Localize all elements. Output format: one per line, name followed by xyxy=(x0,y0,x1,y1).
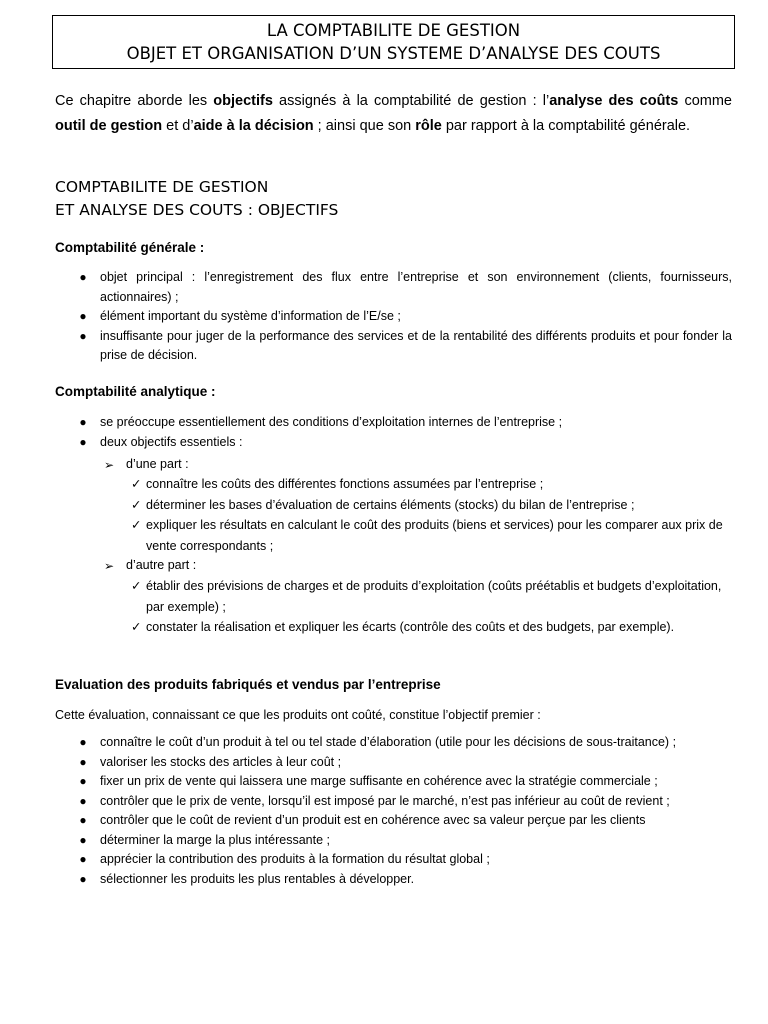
intro-text: par rapport à la comptabilité générale. xyxy=(441,117,691,134)
list-item: ● apprécier la contribution des produits à la formation du résultat global ; xyxy=(0,850,732,870)
generale-list xyxy=(0,268,732,366)
evaluation-lead: Cette évaluation, connaissant ce que les produits ont coûté, constitue l’objectif premier : xyxy=(55,708,541,722)
analytique-list xyxy=(0,413,732,452)
bullet-dot-icon: ● xyxy=(79,754,87,769)
bullet-dot-icon: ● xyxy=(79,813,87,827)
list-item: ● valoriser les stocks des articles à leur coût ; xyxy=(0,753,732,773)
bullet-dot-icon: ● xyxy=(79,270,87,284)
check-mark-icon: ✓ xyxy=(131,497,142,512)
section-heading-line: COMPTABILITE DE GESTION xyxy=(55,178,269,196)
section-heading-line: ET ANALYSE DES COUTS : OBJECTIFS xyxy=(55,201,339,219)
intro-text: ; ainsi que son xyxy=(313,117,416,134)
list-item: ● deux objectifs essentiels : xyxy=(0,433,732,453)
bullet-dot-icon: ● xyxy=(79,852,87,866)
intro-bold: outil de gestion xyxy=(55,117,163,134)
intro-bold: aide à la décision xyxy=(193,117,314,134)
document-subtitle: OBJET ET ORGANISATION D’UN SYSTEME D’ANALYSE DES COUTS xyxy=(126,44,661,63)
part2-list xyxy=(0,576,732,638)
list-item: ● sélectionner les produits les plus rentables à développer. xyxy=(0,870,732,890)
list-item: ● contrôler que le prix de vente, lorsqu’il est imposé par le marché, n’est pas inférieur au coût de revient ; xyxy=(0,792,732,812)
list-item: ● fixer un prix de vente qui laissera une marge suffisante en cohérence avec la stratégie commerciale ; xyxy=(0,772,732,792)
subheading-generale: Comptabilité générale : xyxy=(55,240,205,255)
subheading-evaluation: Evaluation des produits fabriqués et vendus par l’entreprise xyxy=(55,677,441,692)
intro-text: assignés à la comptabilité de gestion : l’ xyxy=(272,93,550,109)
intro-paragraph xyxy=(55,89,732,138)
list-item: ● élément important du système d’information de l’E/se ; xyxy=(0,307,732,327)
intro-text: Ce chapitre aborde les xyxy=(55,93,214,109)
subheading-analytique: Comptabilité analytique : xyxy=(55,384,216,399)
bullet-dot-icon: ● xyxy=(79,309,87,323)
check-mark-icon: ✓ xyxy=(131,518,142,532)
arrow-pointer-icon: ➢ xyxy=(104,559,115,573)
bullet-dot-icon: ● xyxy=(79,774,87,788)
check-mark-icon: ✓ xyxy=(131,620,142,634)
intro-bold: objectifs xyxy=(213,93,273,109)
title-box xyxy=(52,15,735,69)
list-item: ✓ expliquer les résultats en calculant le coût des produits (biens et services) pour les comparer aux prix de vente correspondants ; xyxy=(0,515,732,556)
intro-text: comme xyxy=(678,93,732,109)
list-item: ● se préoccupe essentiellement des conditions d’exploitation internes de l’entreprise ; xyxy=(0,413,732,433)
list-item: ● insuffisante pour juger de la performance des services et de la rentabilité des différents produits et pour fonder la prise de décision. xyxy=(79,328,732,362)
document-title: LA COMPTABILITE DE GESTION xyxy=(266,21,521,40)
list-item: ● connaître le coût d’un produit à tel ou tel stade d’élaboration (utile pour les décisions de sous-traitance) ; xyxy=(0,733,732,753)
list-item: ● déterminer la marge la plus intéressante ; xyxy=(0,831,732,851)
intro-bold: rôle xyxy=(415,117,442,134)
list-item: ✓ établir des prévisions de charges et de produits d’exploitation (coûts préétablis et budgets d’exploitation, par exemple) ; xyxy=(0,576,732,617)
arrow-pointer-icon: ➢ xyxy=(104,458,115,472)
intro-text: et d’ xyxy=(162,117,194,134)
bullet-dot-icon: ● xyxy=(79,434,87,449)
part1-list xyxy=(0,474,732,556)
list-item: ✓ déterminer les bases d’évaluation de certains éléments (stocks) du bilan de l’entreprise ; xyxy=(0,495,732,516)
bullet-dot-icon: ● xyxy=(79,328,87,343)
bullet-dot-icon: ● xyxy=(79,793,87,808)
list-item: ● contrôler que le coût de revient d’un produit est en cohérence avec sa valeur perçue par les clients xyxy=(0,811,732,831)
intro-bold: analyse des coûts xyxy=(549,93,679,109)
list-item: ● objet principal : l’enregistrement des flux entre l’entreprise et son environnement (clients, fournisseurs, actionnaires) ; xyxy=(79,270,732,304)
list-item: ✓ connaître les coûts des différentes fonctions assumées par l’entreprise ; xyxy=(0,474,732,495)
bullet-dot-icon: ● xyxy=(79,832,87,847)
list-item: ✓ constater la réalisation et expliquer les écarts (contrôle des coûts et des budgets, par exemple). xyxy=(0,617,732,638)
evaluation-list xyxy=(0,733,732,889)
bullet-dot-icon: ● xyxy=(79,871,87,886)
bullet-dot-icon: ● xyxy=(79,415,87,429)
check-mark-icon: ✓ xyxy=(131,477,142,491)
check-mark-icon: ✓ xyxy=(131,579,142,593)
section-heading xyxy=(55,176,338,222)
document-page: LA COMPTABILITE DE GESTION OBJET ET ORGANISATION D’UN SYSTEME D’ANALYSE DES COUTS Ce chapitre aborde les objectifs assignés à la comptabilité de gestion : l’analyse des coûts comme outil de gestion et d’aide à la décision ; ainsi que son rôle par rapport à la comptabilité générale. COMPTABILITE DE GESTION ET ANALYSE DES COUTS : OBJECTIFS Comptabilité générale : ● objet principal : l’enregistrement des flux entre l’entreprise et son environnement (clients, fournisseurs, actionnaires) ; ● élément important du système d’information de l’E/se ; ● insuffisante pour juger de la performance des services et de la rentabilité des différents produits et pour fonder la prise de décision. Comptabilité analytique : ● se préoccupe essentiellement des conditions d’exploitation internes de l’entreprise ; ● deux objectifs essentiels : ➢ d’une part : ✓ connaître les coûts des différentes fonctions assumées par l’entreprise ; ✓ déterminer les bases d’évaluation de certains éléments (stocks) du bilan de l’entreprise ; ✓ expliquer les résultats en calculant le coût des produits (biens et services) pour les comparer aux prix de vente correspondants ; ➢ d’autre part : ✓ établir des prévisions de charges et de produits d’exploitation (coûts préétablis et budgets d’exploitation, par exemple) ; ✓ constater la réalisation et expliquer les écarts (contrôle des coûts et des budgets, par exemple). Evaluation des produits fabriqués et vendus par l’entreprise Cette évaluation, connaissant ce que les produits ont coûté, constitue l’objectif premier : ● connaître le coût d’un produit à tel ou tel stade d’élaboration (utile pour les décisions de sous-traitance) ; ● valoriser les stocks des articles à leur coût ; ● fixer un prix de vente qui laissera une marge suffisante en cohérence avec la stratégie commerciale ; ● contrôler que le prix de vente, lorsqu’il est imposé par le marché, n’est pas inférieur au coût de revient ; ● contrôler que le coût de revient d’un produit est en cohérence avec sa valeur perçue par les clients ● déterminer la marge la plus intéressante ; ● apprécier la contribution des produits à la formation du résultat global ; ● sélectionner les produits les plus rentables à développer. xyxy=(0,0,768,1024)
bullet-dot-icon: ● xyxy=(79,735,87,749)
